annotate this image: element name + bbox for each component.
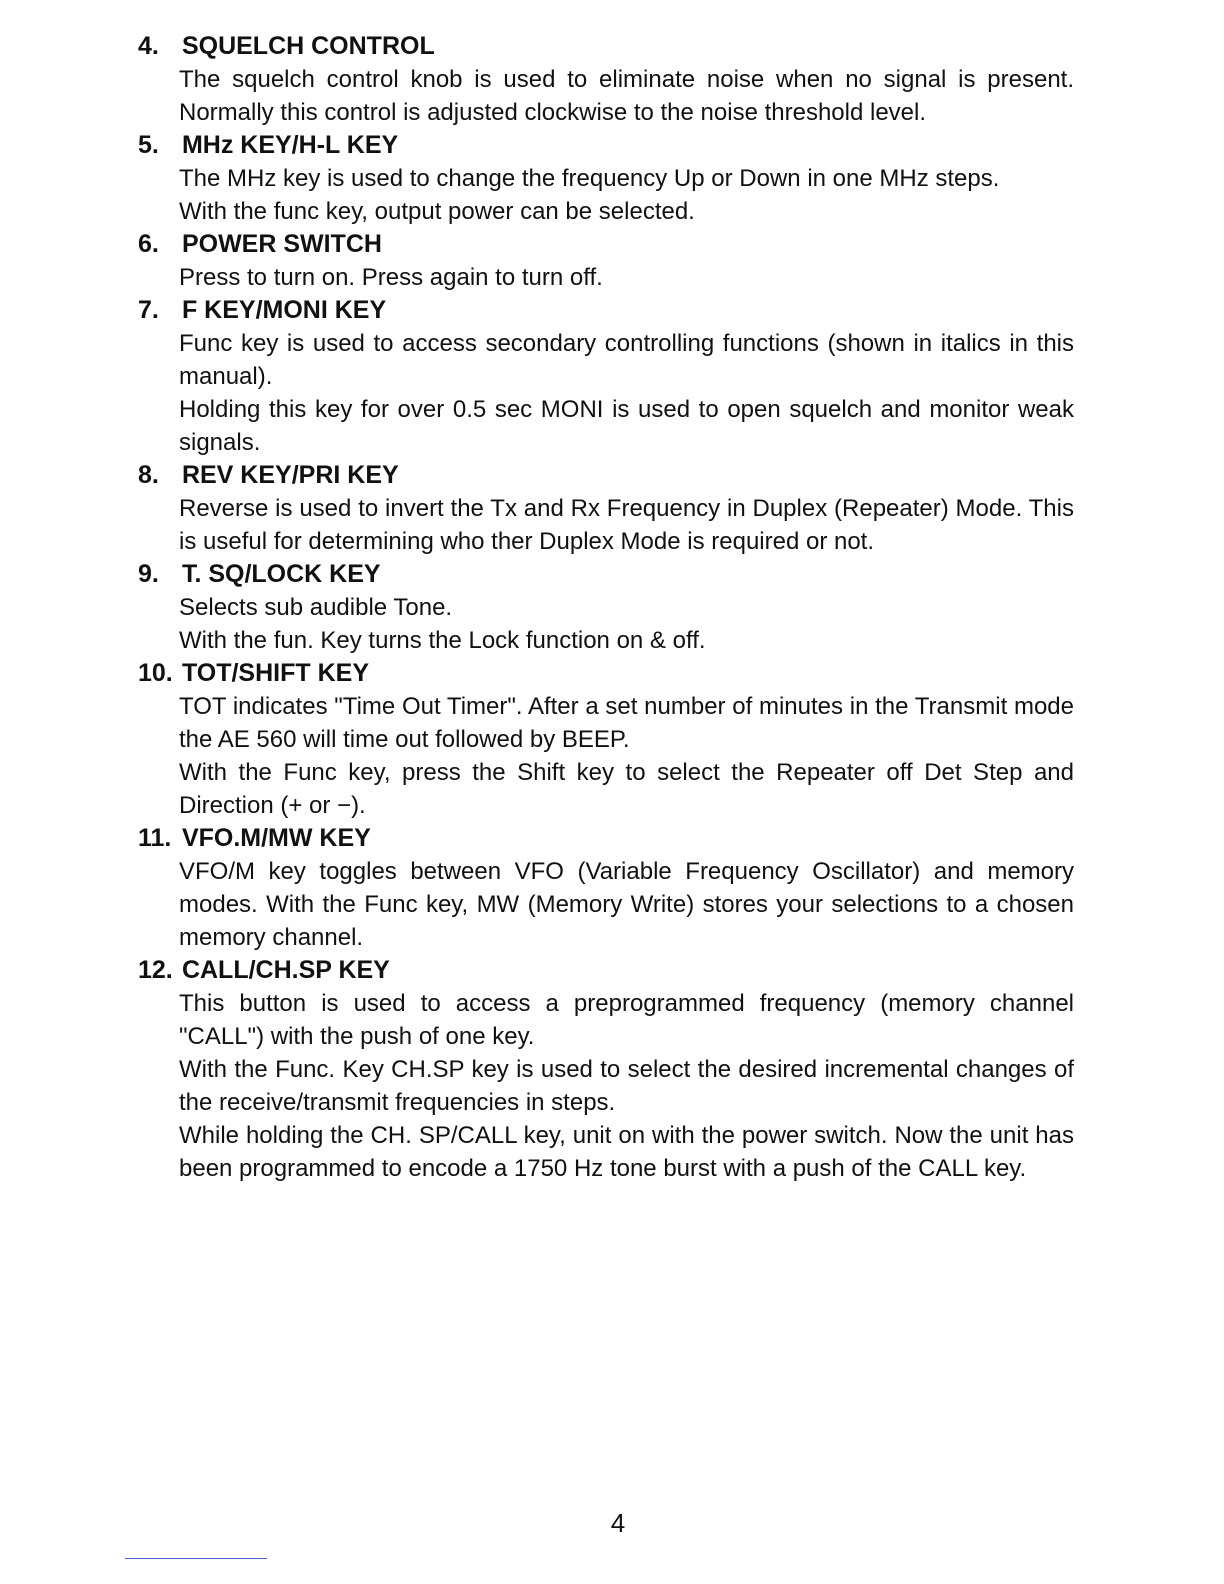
section-title: MHz KEY/H-L KEY	[181, 131, 399, 159]
section	[138, 954, 1074, 1185]
section	[138, 822, 1074, 954]
section-paragraph: Holding this key for over 0.5 sec MONI is used to open squelch and monitor weak signals.	[179, 396, 1074, 456]
section-number: 9.	[138, 560, 159, 588]
page-number: 4	[610, 1508, 626, 1538]
section-heading	[138, 228, 1074, 261]
section	[138, 294, 1074, 459]
section-paragraph: While holding the CH. SP/CALL key, unit on with the power switch. Now the unit has been programmed to encode a 1750 Hz tone burst with a push of the CALL key.	[179, 1122, 1074, 1182]
section-number: 6.	[138, 230, 159, 258]
section-heading	[138, 459, 1074, 492]
section-heading	[138, 30, 1074, 63]
section-paragraph: Func key is used to access secondary controlling functions (shown in italics in this manual).	[179, 330, 1074, 390]
section-number: 8.	[138, 461, 159, 489]
section-paragraph: VFO/M key toggles between VFO (Variable Frequency Oscillator) and memory modes. With the Func key, MW (Memory Write) stores your selections to a chosen memory channel.	[179, 858, 1074, 951]
section-paragraph: The MHz key is used to change the frequency Up or Down in one MHz steps.	[179, 165, 1000, 192]
section-paragraph: TOT indicates "Time Out Timer". After a set number of minutes in the Transmit mode the AE 560 will time out followed by BEEP.	[179, 693, 1074, 753]
section-paragraph: With the fun. Key turns the Lock function on & off.	[179, 627, 706, 654]
section-number: 11.	[138, 824, 172, 852]
section-heading	[138, 657, 1074, 690]
section	[138, 657, 1074, 822]
section-paragraph: Reverse is used to invert the Tx and Rx Frequency in Duplex (Repeater) Mode. This is useful for determining who ther Duplex Mode is required or not.	[179, 495, 1074, 555]
section-number: 4.	[138, 32, 159, 60]
section-title: CALL/CH.SP KEY	[181, 956, 390, 984]
key-descriptions	[138, 30, 1074, 1185]
section-paragraph: Selects sub audible Tone.	[179, 594, 453, 621]
section-title: SQUELCH CONTROL	[181, 32, 435, 60]
section-paragraph: With the Func key, press the Shift key to select the Repeater off Det Step and Direction (+ or −).	[179, 759, 1074, 819]
section-title: REV KEY/PRI KEY	[181, 461, 399, 489]
section-number: 10.	[138, 659, 173, 687]
section-title: F KEY/MONI KEY	[181, 296, 387, 324]
section-paragraph: Press to turn on. Press again to turn off.	[179, 264, 603, 291]
section-title: TOT/SHIFT KEY	[181, 659, 370, 687]
section-heading	[138, 558, 1074, 591]
section-number: 12.	[138, 956, 173, 984]
section-title: POWER SWITCH	[181, 230, 382, 258]
section-paragraph: The squelch control knob is used to eliminate noise when no signal is present. Normally this control is adjusted clockwise to the noise threshold level.	[179, 66, 1074, 126]
section-paragraph: This button is used to access a preprogrammed frequency (memory channel "CALL") with the push of one key.	[179, 990, 1074, 1050]
section-title: VFO.M/MW KEY	[181, 824, 371, 852]
section-heading	[138, 129, 1074, 162]
section-paragraph: With the Func. Key CH.SP key is used to select the desired incremental changes of the receive/transmit frequencies in steps.	[179, 1056, 1074, 1116]
section	[138, 558, 1074, 657]
section-number: 7.	[138, 296, 159, 324]
footer-rule	[125, 1558, 267, 1559]
section-heading	[138, 954, 1074, 987]
section-title: T. SQ/LOCK KEY	[181, 560, 381, 588]
section-heading	[138, 822, 1074, 855]
section	[138, 459, 1074, 558]
section	[138, 228, 1074, 294]
section-heading	[138, 294, 1074, 327]
section-paragraph: With the func key, output power can be selected.	[179, 198, 695, 225]
section	[138, 129, 1074, 228]
section	[138, 30, 1074, 129]
section-number: 5.	[138, 131, 159, 159]
